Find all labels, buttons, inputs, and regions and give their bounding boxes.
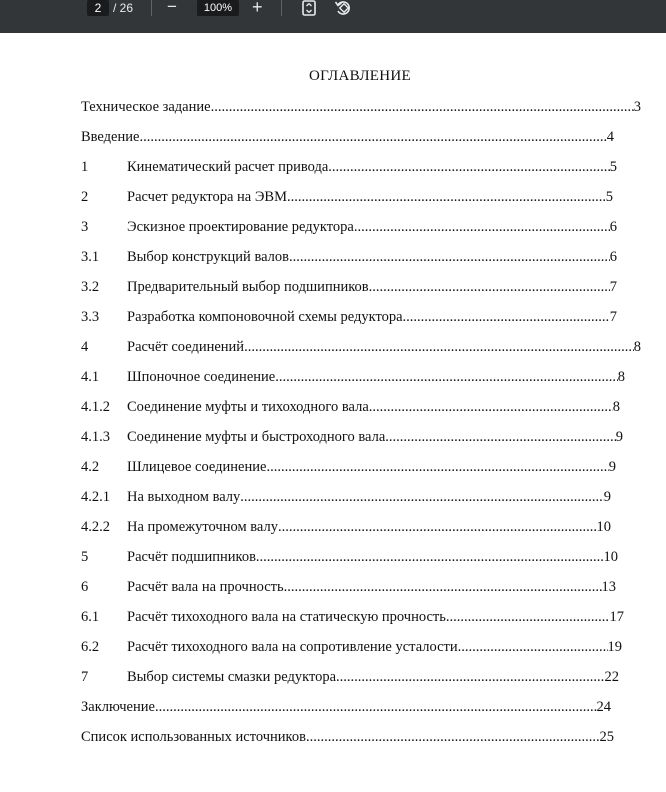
toc-entry-page: 7 [609, 279, 617, 295]
pdf-toolbar [0, 0, 666, 33]
dot-leader [336, 667, 604, 687]
toc-entry-title: Расчёт соединений [127, 339, 245, 355]
fit-page-icon [300, 0, 318, 16]
toc-entry-page: 19 [607, 639, 622, 655]
rotate-icon [334, 0, 352, 16]
dot-leader [278, 517, 597, 537]
dot-leader [256, 547, 604, 567]
toc-entry [81, 97, 641, 117]
dot-leader [275, 367, 618, 387]
toc-entry-title: Кинематический расчет привода [127, 159, 329, 175]
toc-entry [81, 127, 614, 147]
toc-entry-number: 2 [81, 189, 89, 205]
toc-entry-title: Выбор конструкций валов [127, 249, 289, 265]
toc-entry [81, 577, 616, 597]
toc-entry [81, 337, 641, 357]
toc-entry-number: 7 [81, 669, 89, 685]
toc-entry [81, 607, 624, 627]
dot-leader [446, 607, 610, 627]
toc-entry [81, 307, 617, 327]
dot-leader [458, 637, 608, 657]
toc-entry-number: 4.2.1 [81, 489, 110, 505]
toc-entry-number: 3.1 [81, 249, 100, 265]
toc-entry-number: 4.1 [81, 369, 100, 385]
zoom-out-button[interactable]: − [167, 0, 177, 16]
toc-entry-title: Шлицевое соединение [127, 459, 267, 475]
toc-entry-title: Расчёт тихоходного вала на статическую прочность [127, 609, 446, 625]
toc-entry [81, 217, 617, 237]
toc-entry-title: Расчет редуктора на ЭВМ [127, 189, 287, 205]
document-page [0, 33, 666, 792]
toolbar-divider [281, 0, 282, 16]
dot-leader [155, 697, 597, 717]
toc-entry [81, 667, 619, 687]
toc-entry-title: На выходном валу [127, 489, 241, 505]
toc-entry-page: 8 [633, 339, 641, 355]
dot-leader [306, 727, 600, 747]
toc-entry-title: Техническое задание [81, 99, 211, 115]
dot-leader [284, 577, 602, 597]
toc-entry-page: 7 [609, 309, 617, 325]
fit-to-page-button[interactable] [300, 0, 318, 16]
dot-leader [385, 427, 615, 447]
toc-entry [81, 727, 614, 747]
toc-entry-number: 4 [81, 339, 89, 355]
toc-entry [81, 397, 620, 417]
toc-entry-page: 9 [615, 429, 623, 445]
toc-entry-title: Заключение [81, 699, 155, 715]
toc-entry-page: 17 [609, 609, 624, 625]
toc-entry [81, 367, 625, 387]
toc-entry-title: Список использованных источников [81, 729, 306, 745]
toc-entry-title: Выбор системы смазки редуктора [127, 669, 337, 685]
toc-entry [81, 637, 622, 657]
toc-entry-number: 1 [81, 159, 89, 175]
toc-entry-title: Предварительный выбор подшипников [127, 279, 369, 295]
toc-entry-title: Соединение муфты и быстроходного вала [127, 429, 386, 445]
toc-entry-title: Расчёт вала на прочность [127, 579, 284, 595]
toc-entry [81, 487, 611, 507]
toc-entry-number: 4.1.3 [81, 429, 110, 445]
toc-entry-page: 4 [606, 129, 614, 145]
toc-entry-page: 24 [596, 699, 611, 715]
dot-leader [354, 217, 610, 237]
toc-entry-title: На промежуточном валу [127, 519, 278, 535]
toc-entry-number: 6 [81, 579, 89, 595]
toc-entry-number: 6.2 [81, 639, 100, 655]
page-total: / 26 [113, 1, 134, 15]
toc-entry [81, 247, 617, 267]
toc-entry-title: Эскизное проектирование редуктора [127, 219, 354, 235]
rotate-button[interactable] [334, 0, 352, 16]
toc-entry-number: 4.2 [81, 459, 100, 475]
toc-entry-title: Разработка компоновочной схемы редуктора [127, 309, 403, 325]
toc-entry [81, 547, 618, 567]
toc-entry-page: 10 [596, 519, 611, 535]
toc-entry-title: Соединение муфты и тихоходного вала [127, 399, 369, 415]
zoom-in-button[interactable]: + [252, 0, 263, 17]
toc-entry-page: 5 [609, 159, 617, 175]
toc-entry-page: 9 [608, 459, 616, 475]
dot-leader [289, 247, 610, 267]
toc-entry [81, 157, 617, 177]
page-number-input[interactable] [87, 0, 109, 16]
toc-entry-number: 3.2 [81, 279, 100, 295]
toc-entry-page: 25 [599, 729, 614, 745]
toc-entry [81, 277, 617, 297]
toc-entry-title: Шпоночное соединение [127, 369, 276, 385]
toc-entry-page: 9 [603, 489, 611, 505]
toc-entry-title: Расчёт тихоходного вала на сопротивление усталости [127, 639, 458, 655]
toc-entry-page: 8 [612, 399, 620, 415]
toc-entry-number: 5 [81, 549, 89, 565]
toc-entry-page: 10 [603, 549, 618, 565]
toc-entry-page: 6 [609, 249, 617, 265]
dot-leader [244, 337, 634, 357]
toc-entry-page: 13 [601, 579, 616, 595]
toc-entry-page: 8 [617, 369, 625, 385]
toc-entry-page: 6 [609, 219, 617, 235]
toc-title: ОГЛАВЛЕНИЕ [309, 68, 411, 84]
dot-leader [139, 127, 606, 147]
toc-entry-title: Введение [81, 129, 140, 145]
toc-entry-title: Расчёт подшипников [127, 549, 256, 565]
toc-entry [81, 427, 623, 447]
dot-leader [266, 457, 608, 477]
toc-entry-page: 5 [605, 189, 613, 205]
toc-entry-number: 4.2.2 [81, 519, 110, 535]
dot-leader [403, 307, 610, 327]
toc-entry-number: 4.1.2 [81, 399, 110, 415]
toc-entry-number: 3.3 [81, 309, 100, 325]
dot-leader [240, 487, 603, 507]
toc-entry-page: 3 [633, 99, 641, 115]
dot-leader [328, 157, 609, 177]
toc-entry [81, 457, 616, 477]
zoom-level-input[interactable] [197, 0, 239, 16]
toc-entry [81, 697, 611, 717]
dot-leader [287, 187, 606, 207]
dot-leader [369, 397, 613, 417]
toc-entry [81, 517, 611, 537]
toc-entry-page: 22 [604, 669, 619, 685]
dot-leader [369, 277, 610, 297]
toc-entry [81, 187, 613, 207]
dot-leader [211, 97, 634, 117]
toc-entry-number: 6.1 [81, 609, 100, 625]
toc-entry-number: 3 [81, 219, 89, 235]
toolbar-divider [151, 0, 152, 16]
